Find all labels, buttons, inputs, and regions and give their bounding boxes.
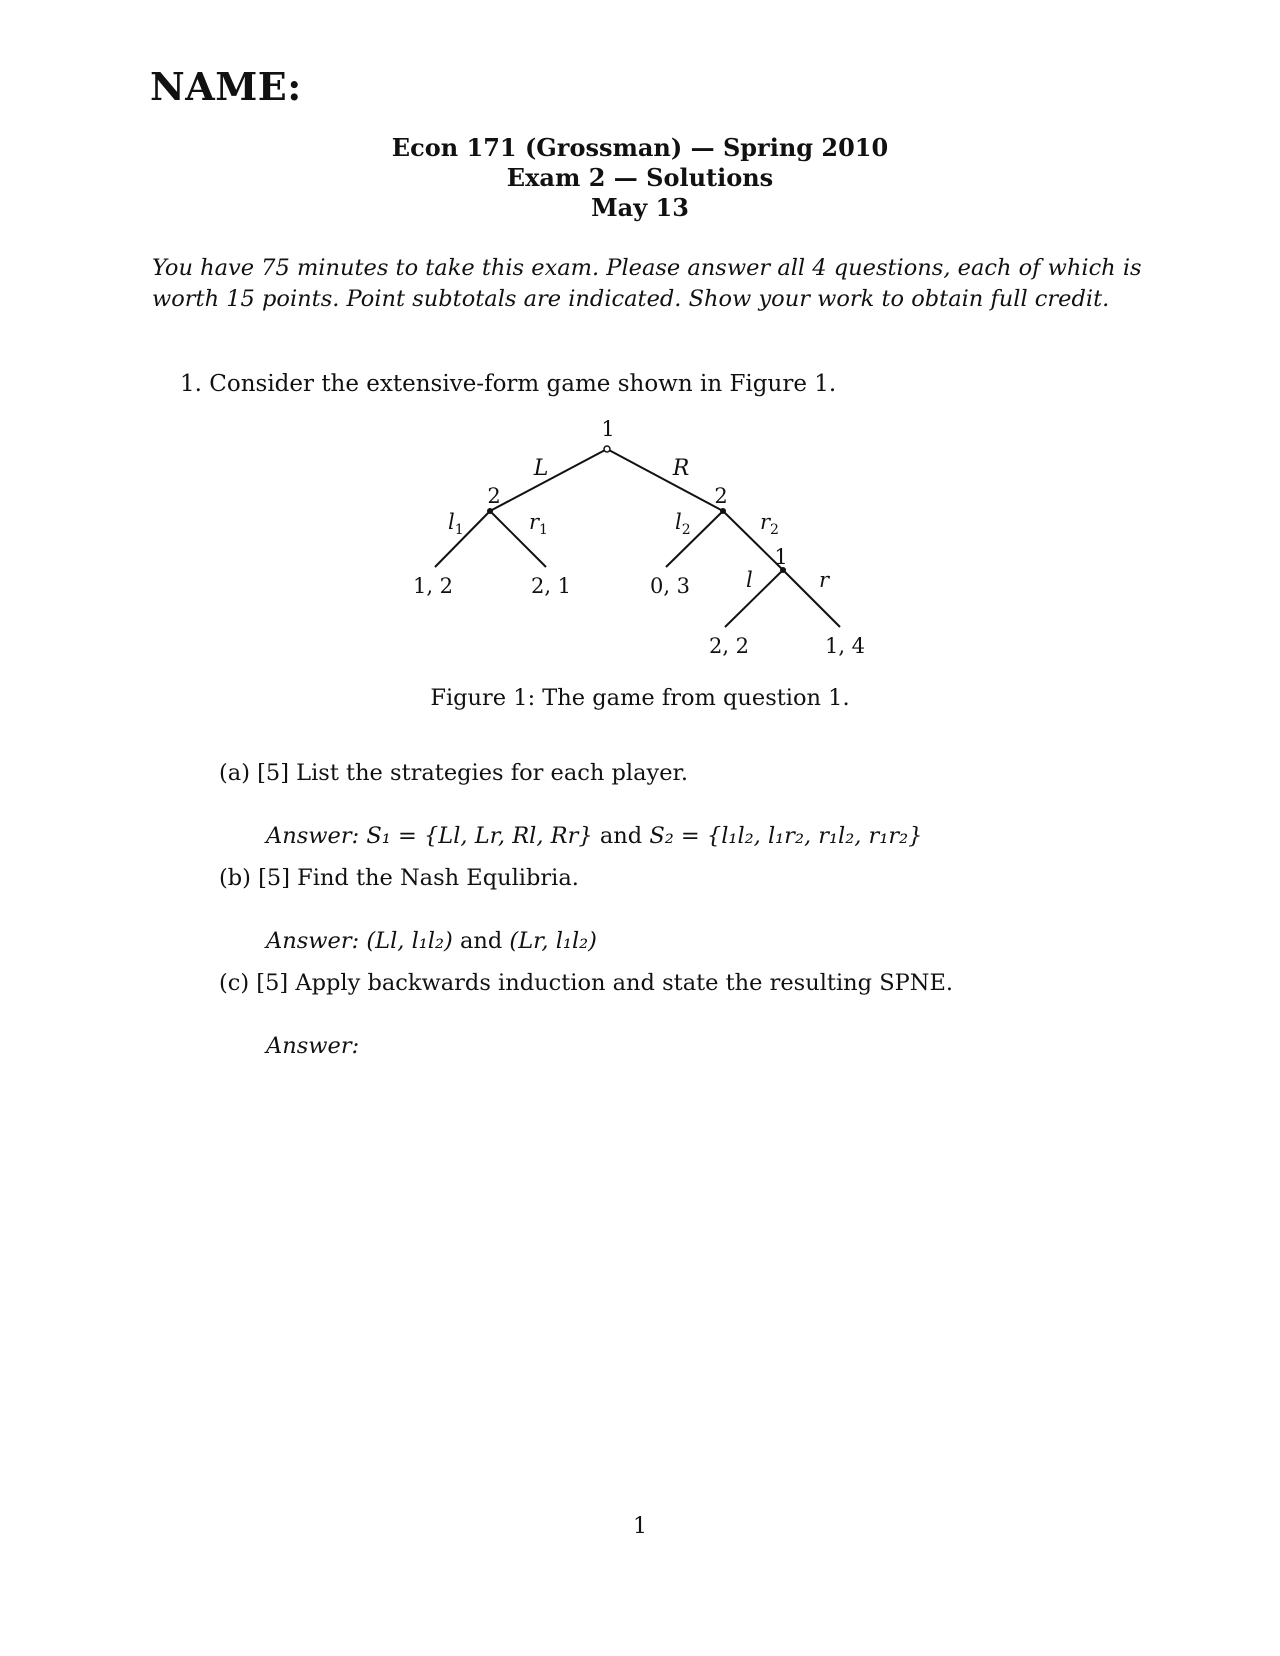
answer-prefix: Answer: <box>266 928 360 954</box>
game-tree-figure <box>380 410 920 658</box>
exam-title: Exam 2 — Solutions <box>506 163 774 192</box>
right-node <box>720 508 726 514</box>
part-b-answer <box>266 928 597 954</box>
branch-l1 <box>435 511 490 567</box>
move-r-label: r <box>819 568 830 592</box>
move-l-label: l <box>746 568 753 592</box>
part-a-answer <box>266 823 922 849</box>
figure-caption: Figure 1: The game from question 1. <box>430 685 850 711</box>
move-L-label: L <box>533 456 549 481</box>
answer-eq2: (Lr, l₁l₂) <box>509 928 597 954</box>
exam-date: May 13 <box>591 193 689 222</box>
answer-prefix: Answer: <box>266 1033 360 1059</box>
right-player-label: 2 <box>714 484 728 508</box>
inner-player-label: 1 <box>774 545 788 569</box>
answer-prefix: Answer: <box>266 823 360 849</box>
move-l2-label: $l_2$ <box>675 510 691 538</box>
answer-and: and <box>459 928 503 954</box>
part-b-question: (b) [5] Find the Nash Equlibria. <box>219 865 579 891</box>
branch-L <box>490 449 607 511</box>
exam-instructions: You have 75 minutes to take this exam. Please answer all 4 questions, each of which is worth 15 points. Point subtotals are indicated. Show your work to obtain full credit. <box>152 255 1142 312</box>
move-r2-label: $r_2$ <box>760 510 779 538</box>
payoff-2: 2, 1 <box>530 574 572 598</box>
root-node <box>604 446 610 452</box>
branch-l <box>725 570 783 627</box>
payoff-4: 2, 2 <box>708 634 750 658</box>
branch-R <box>607 449 723 511</box>
name-label: NAME: <box>150 64 302 109</box>
left-node <box>487 508 493 514</box>
part-c-answer <box>266 1033 359 1059</box>
payoff-5: 1, 4 <box>824 634 866 658</box>
page-number: 1 <box>633 1514 647 1539</box>
part-c-question: (c) [5] Apply backwards induction and state the resulting SPNE. <box>219 970 954 996</box>
branch-r <box>783 570 840 627</box>
root-player-label: 1 <box>601 417 615 441</box>
question-1-text: 1. Consider the extensive-form game shown in Figure 1. <box>180 371 837 397</box>
payoff-3: 0, 3 <box>649 574 691 598</box>
course-title: Econ 171 (Grossman) — Spring 2010 <box>391 133 889 162</box>
answer-s1: S₁ = {Ll, Lr, Rl, Rr} <box>366 823 593 849</box>
part-a-question: (a) [5] List the strategies for each player. <box>219 760 688 786</box>
answer-s2: S₂ = {l₁l₂, l₁r₂, r₁l₂, r₁r₂} <box>649 823 923 849</box>
left-player-label: 2 <box>487 484 501 508</box>
answer-and: and <box>599 823 643 849</box>
payoff-1: 1, 2 <box>412 574 454 598</box>
move-r1-label: $r_1$ <box>529 510 548 538</box>
answer-eq1: (Ll, l₁l₂) <box>366 928 453 954</box>
move-l1-label: $l_1$ <box>448 510 464 538</box>
move-R-label: R <box>672 456 690 481</box>
